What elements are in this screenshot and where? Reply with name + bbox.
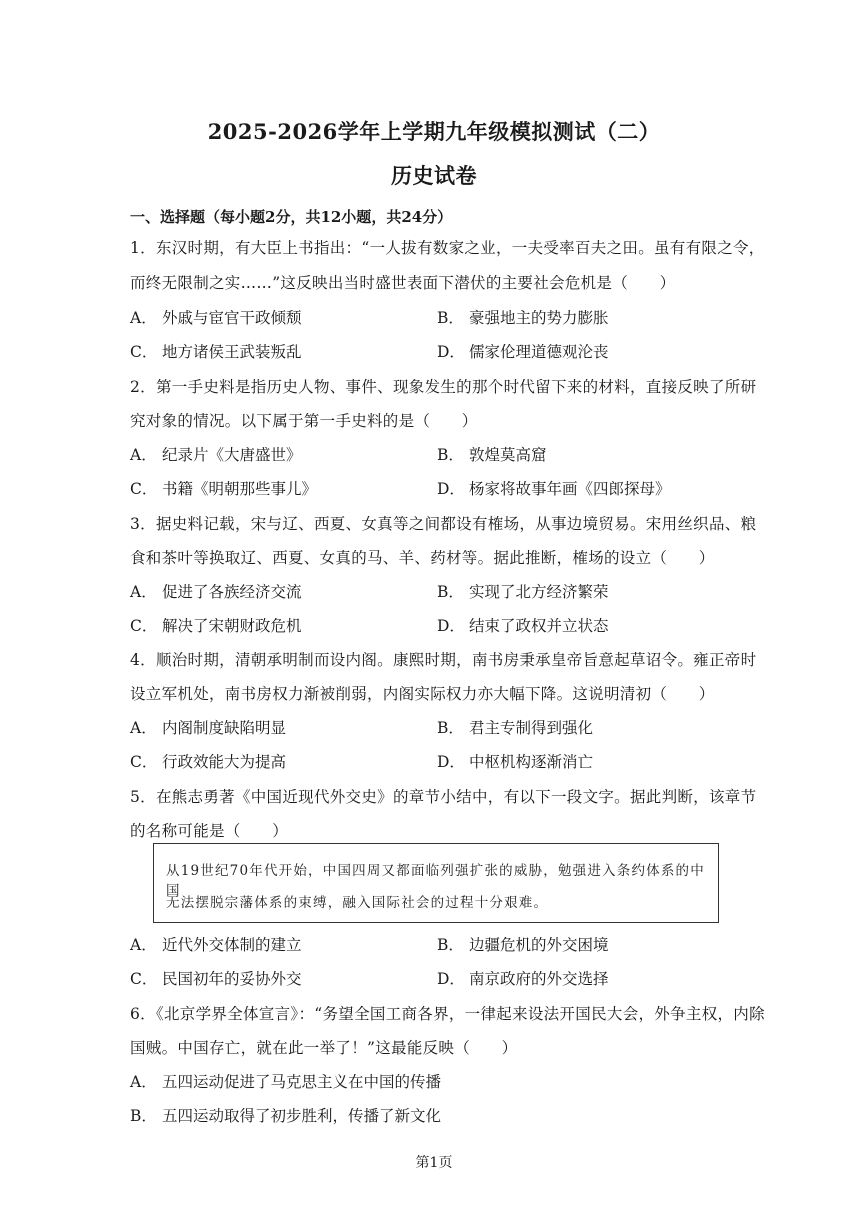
option-d[interactable] [437,340,609,362]
question-stem-line: 6．《北京学界全体宣言》：“务望全国工商各界，一律起来设法开国民大会，外争主权，内除 [130,1005,765,1023]
option-tag: C． [130,970,158,988]
section-heading: 一、选择题（每小题2分，共12小题，共24分） [130,208,453,226]
question-stem-line: 4．顺治时期，清朝承明制而设内阁。康熙时期，南书房秉承皇帝旨意起草诏令。雍正帝时 [130,651,757,669]
option-text: 敦煌莫高窟 [469,446,547,464]
page-number: 第1页 [415,1155,453,1171]
quote-line: 从19世纪70年代开始，中国四周又都面临列强扩张的威胁，勉强进入条约体系的中国 [166,863,705,899]
option-tag: B． [437,719,464,737]
option-b[interactable] [437,933,609,955]
option-tag: D． [437,970,465,988]
option-text: 中枢机构逐渐消亡 [469,753,594,771]
question-stem-line: 国贼。中国存亡，就在此一举了！”这最能反映（ ） [130,1039,518,1057]
option-text: 行政效能大为提高 [162,753,287,771]
option-d[interactable] [437,750,593,772]
option-a[interactable] [130,933,302,955]
question-stem-line: 究对象的情况。以下属于第一手史料的是（ ） [130,412,478,430]
option-tag: B． [437,936,464,954]
option-d[interactable] [437,614,609,636]
option-text: 内阁制度缺陷明显 [162,719,287,737]
option-text: 杨家将故事年画《四郎探母》 [469,480,671,498]
option-text: 近代外交体制的建立 [162,936,302,954]
quote-box [153,843,719,923]
option-text: 南京政府的外交选择 [469,970,609,988]
option-c[interactable] [130,750,286,772]
option-tag: D． [437,343,465,361]
option-a[interactable] [130,716,286,738]
option-tag: D． [437,480,465,498]
option-tag: A． [130,719,157,737]
option-text: 地方诸侯王武装叛乱 [162,343,302,361]
option-text: 边疆危机的外交困境 [469,936,609,954]
option-c[interactable] [130,477,317,499]
option-b[interactable] [437,306,609,328]
option-tag: B． [437,309,464,327]
question-stem-line: 2．第一手史料是指历史人物、事件、现象发生的那个时代留下来的材料，直接反映了所研 [130,378,757,396]
option-text: 外戚与宦官干政倾颓 [162,309,302,327]
option-text: 实现了北方经济繁荣 [469,583,609,601]
option-tag: B． [437,446,464,464]
option-tag: A． [130,446,157,464]
option-b[interactable] [437,443,547,465]
option-b[interactable] [437,716,593,738]
option-c[interactable] [130,614,302,636]
option-tag: C． [130,343,158,361]
question-stem-line: 食和茶叶等换取辽、西夏、女真的马、羊、药材等。据此推断，榷场的设立（ ） [130,549,715,567]
option-text: 五四运动取得了初步胜利，传播了新文化 [162,1107,442,1125]
option-tag: A． [130,1073,157,1091]
option-d[interactable] [437,477,671,499]
option-tag: A． [130,309,157,327]
option-tag: D． [437,617,465,635]
option-a[interactable] [130,443,302,465]
option-b[interactable] [437,580,609,602]
option-c[interactable] [130,340,302,362]
question-stem-line: 5．在熊志勇著《中国近现代外交史》的章节小结中，有以下一段文字。据此判断，该章节 [130,788,757,806]
exam-subject: 历史试卷 [391,163,477,188]
option-tag: B． [437,583,464,601]
question-stem-line: 而终无限制之实……”这反映出当时盛世表面下潜伏的主要社会危机是（ ） [130,274,676,292]
option-text: 儒家伦理道德观沦丧 [469,343,609,361]
option-tag: C． [130,480,158,498]
option-b[interactable] [130,1104,441,1126]
option-text: 豪强地主的势力膨胀 [469,309,609,327]
option-tag: C． [130,753,158,771]
option-tag: D． [437,753,465,771]
question-stem-line: 设立军机处，南书房权力渐被削弱，内阁实际权力亦大幅下降。这说明清初（ ） [130,685,715,703]
option-text: 纪录片《大唐盛世》 [162,446,302,464]
option-text: 君主专制得到强化 [469,719,594,737]
option-text: 结束了政权并立状态 [469,617,609,635]
option-tag: C． [130,617,158,635]
option-text: 解决了宋朝财政危机 [162,617,302,635]
option-tag: A． [130,583,157,601]
option-text: 民国初年的妥协外交 [162,970,302,988]
question-stem-line: 1．东汉时期，有大臣上书指出：“一人拔有数家之业，一夫受率百夫之田。虽有有限之令， [130,239,765,257]
option-tag: B． [130,1107,157,1125]
option-c[interactable] [130,967,302,989]
option-d[interactable] [437,967,609,989]
option-text: 五四运动促进了马克思主义在中国的传播 [162,1073,442,1091]
option-text: 促进了各族经济交流 [162,583,302,601]
option-a[interactable] [130,580,302,602]
option-a[interactable] [130,306,302,328]
option-tag: A． [130,936,157,954]
quote-line: 无法摆脱宗藩体系的束缚，融入国际社会的过程十分艰难。 [166,895,549,911]
option-text: 书籍《明朝那些事儿》 [162,480,318,498]
question-stem-line: 的名称可能是（ ） [130,822,289,840]
exam-title: 2025-2026学年上学期九年级模拟测试（二） [207,119,661,144]
question-stem-line: 3．据史料记载，宋与辽、西夏、女真等之间都设有榷场，从事边境贸易。宋用丝织品、粮 [130,515,757,533]
option-a[interactable] [130,1070,441,1092]
